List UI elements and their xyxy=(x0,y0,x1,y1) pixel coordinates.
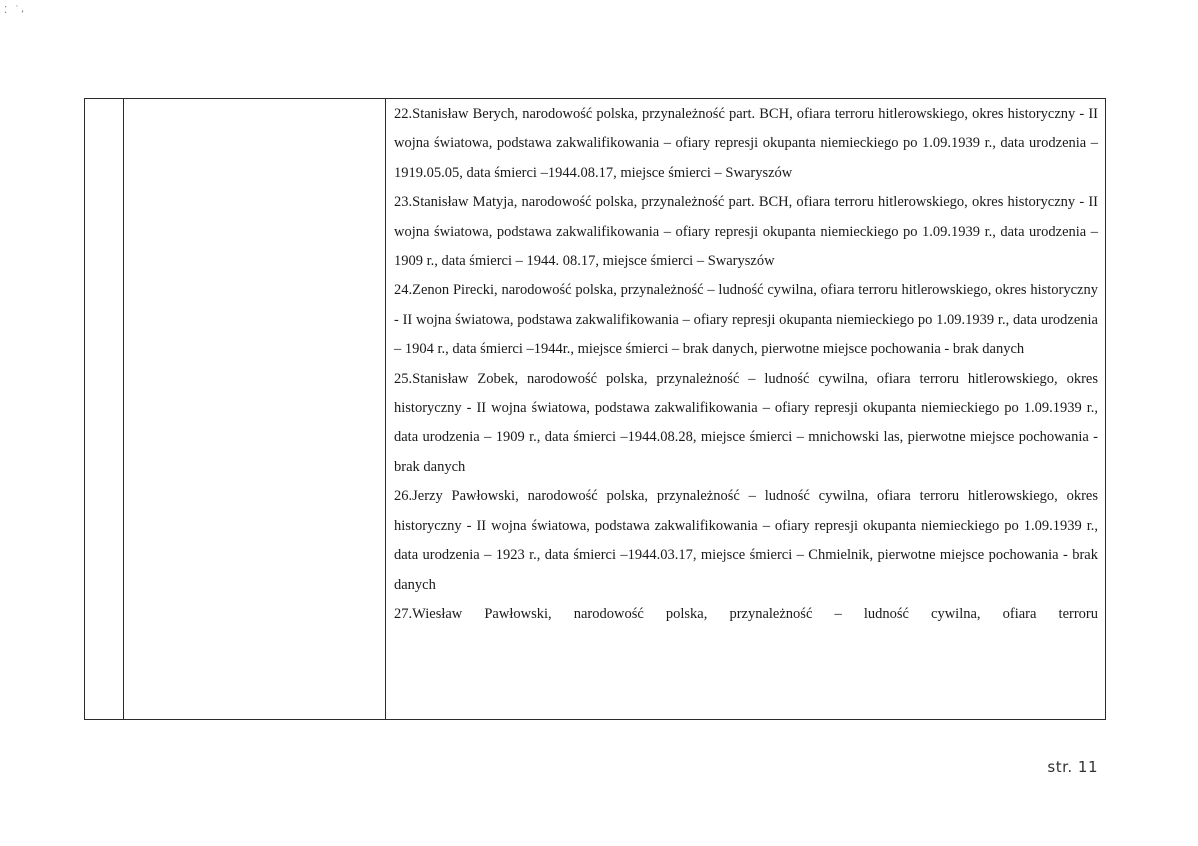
victim-entry-25: 25.Stanisław Zobek, narodowość polska, przynależność – ludność cywilna, ofiara terroru hitlerowskiego, okres historyczny - II wojna światowa, podstawa zakwalifikowania – ofiary represji okupanta niemieckiego po 1.09.1939 r., data urodzenia – 1909 r., data śmierci –1944.08.28, miejsce śmierci – mnichowski las, pierwotne miejsce pochowania - brak danych xyxy=(394,370,1098,475)
page-number: str. 11 xyxy=(1047,758,1098,776)
victim-entry-22: 22.Stanisław Berych, narodowość polska, przynależność part. BCH, ofiara terroru hitlerowskiego, okres historyczny - II wojna światowa, podstawa zakwalifikowania – ofiary represji okupanta niemieckiego po 1.09.1939 r., data urodzenia –1919.05.05, data śmierci –1944.08.17, miejsce śmierci – Swaryszów xyxy=(394,106,1098,181)
victim-entry-26: 26.Jerzy Pawłowski, narodowość polska, przynależność – ludność cywilna, ofiara terroru hitlerowskiego, okres historyczny - II wojna światowa, podstawa zakwalifikowania – ofiary represji okupanta niemieckiego po 1.09.1939 r., data urodzenia – 1923 r., data śmierci –1944.03.17, miejsce śmierci – Chmielnik, pierwotne miejsce pochowania - brak danych xyxy=(394,488,1098,593)
victim-entry-23: 23.Stanisław Matyja, narodowość polska, przynależność part. BCH, ofiara terroru hitlerowskiego, okres historyczny - II wojna światowa, podstawa zakwalifikowania – ofiary represji okupanta niemieckiego po 1.09.1939 r., data urodzenia –1909 r., data śmierci – 1944. 08.17, miejsce śmierci – Swaryszów xyxy=(394,194,1098,270)
table-column-description xyxy=(385,99,1105,719)
table-column-location xyxy=(123,99,385,719)
scan-artifact-mark: ⁚ ˙⸴ xyxy=(4,5,27,16)
table-column-number xyxy=(85,99,123,719)
victim-entry-24: 24.Zenon Pirecki, narodowość polska, przynależność – ludność cywilna, ofiara terroru hitlerowskiego, okres historyczny - II wojna światowa, podstawa zakwalifikowania – ofiary represji okupanta niemieckiego po 1.09.1939 r., data urodzenia – 1904 r., data śmierci –1944r., miejsce śmierci – brak danych, pierwotne miejsce pochowania - brak danych xyxy=(394,282,1098,358)
document-table xyxy=(84,98,1106,720)
victim-entry-27: 27.Wiesław Pawłowski, narodowość polska, przynależność – ludność cywilna, ofiara terroru xyxy=(394,605,1098,622)
